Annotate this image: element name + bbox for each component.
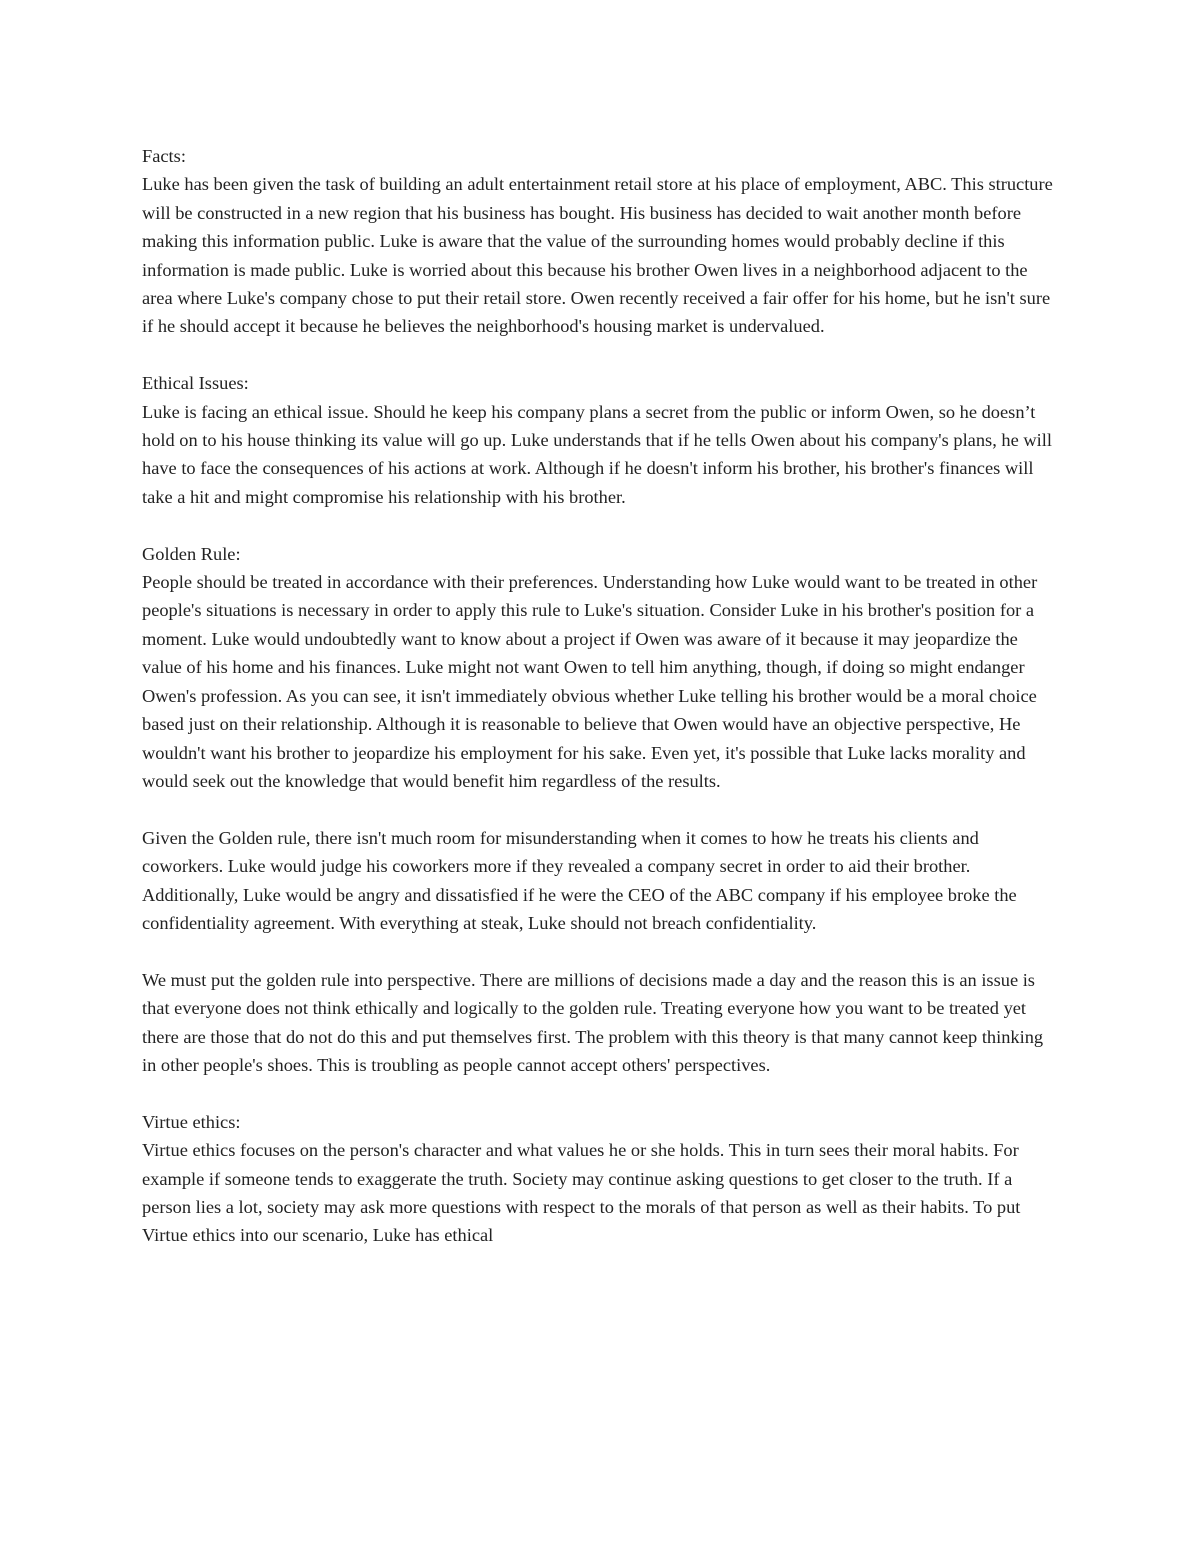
section-paragraph: We must put the golden rule into perspective. There are millions of decisions made a day and the reason this is an issue is that everyone does not think ethically and logically to the golden rule. Treating everyone how you want to be treated yet there are those that do not do this and put themselves first. The problem with this theory is that many cannot keep thinking in other people's shoes. This is troubling as people cannot accept others' perspectives. — [142, 969, 1044, 1075]
section-heading: Golden Rule: — [142, 543, 241, 564]
section-heading: Facts: — [142, 146, 186, 166]
section-golden-rule-continued — [142, 824, 1062, 938]
section-paragraph: People should be treated in accordance with their preferences. Understanding how Luke would want to be treated in other people's situations is necessary in order to apply this rule to Luke's situation. Consider Luke in his brother's position for a moment. Luke would undoubtedly want to know about a project if Owen was aware of it because it may jeopardize the value of his home and his finances. Luke might not want Owen to tell him anything, though, if doing so might endanger Owen's profession. As you can see, it isn't immediately obvious whether Luke telling his brother would be a moral choice based just on their relationship. Although it is reasonable to believe that Owen would have an objective perspective, He wouldn't want his brother to jeopardize his employment for his sake. Even yet, it's possible that Luke lacks morality and would seek out the knowledge that would benefit him regardless of the results. — [142, 572, 1038, 791]
section-facts — [142, 142, 1062, 341]
section-paragraph: Virtue ethics focuses on the person's character and what values he or she holds. This in turn sees their moral habits. For example if someone tends to exaggerate the truth. Society may continue asking questions to get closer to the truth. If a person lies a lot, society may ask more questions with respect to the morals of that person as well as their habits. To put Virtue ethics into our scenario, Luke has ethical — [142, 1140, 1021, 1246]
section-paragraph: Luke is facing an ethical issue. Should he keep his company plans a secret from the public or inform Owen, so he doesn’t hold on to his house thinking its value will go up. Luke understands that if he tells Owen about his company's plans, he will have to face the consequences of his actions at work. Although if he doesn't inform his brother, his brother's finances will take a hit and might compromise his relationship with his brother. — [142, 401, 1052, 507]
section-golden-rule — [142, 540, 1062, 796]
section-ethical-issues — [142, 369, 1062, 511]
section-heading: Ethical Issues: — [142, 373, 249, 394]
section-paragraph: Luke has been given the task of building an adult entertainment retail store at his place of employment, ABC. This structure will be constructed in a new region that his business has bought. His business has decided to wait another month before making this information public. Luke is aware that the value of the surrounding homes would probably decline if this information is made public. Luke is worried about this because his brother Owen lives in a neighborhood adjacent to the area where Luke's company chose to put their retail store. Owen recently received a fair offer for his home, but he isn't sure if he should accept it because he believes the neighborhood's housing market is undervalued. — [142, 174, 1053, 337]
section-virtue-ethics — [142, 1108, 1062, 1250]
section-heading: Virtue ethics: — [142, 1111, 241, 1132]
section-golden-rule-perspective — [142, 966, 1062, 1080]
document-body — [142, 142, 1062, 1278]
section-paragraph: Given the Golden rule, there isn't much room for misunderstanding when it comes to how he treats his clients and coworkers. Luke would judge his coworkers more if they revealed a company secret in order to aid their brother. Additionally, Luke would be angry and dissatisfied if he were the CEO of the ABC company if his employee broke the confidentiality agreement. With everything at steak, Luke should not breach confidentiality. — [142, 827, 1017, 933]
